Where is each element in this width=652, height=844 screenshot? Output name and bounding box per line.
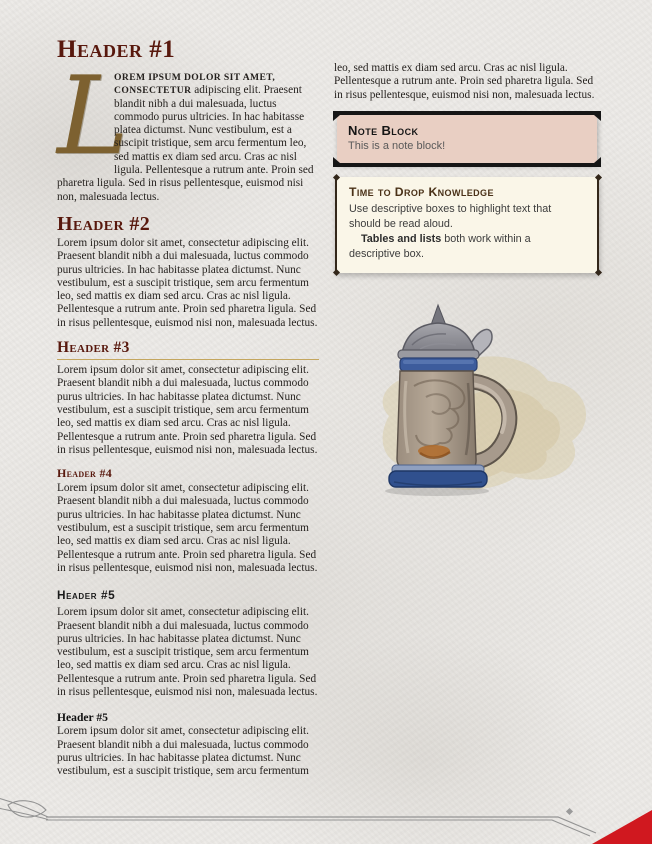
- footer-red-corner: [592, 810, 652, 844]
- section-header-3: [57, 339, 319, 457]
- footer-square-dot: [566, 808, 573, 815]
- body-paragraph: Lorem ipsum dolor sit amet, consectetur adipiscing elit. Praesent blandit nibh a dui malesuada, luctus commodo purus ultricies. In hac habitasse platea dictumst. Nunc vestibulum, est a suscipit tristique, sem arcu fermentum leo, sed mattis ex diam sed arcu. Cras ac nisl ligula. Pellentesque a rutrum ante. Proin sed pharetra ligula. Sed in risus pellentesque, euismod nisi non, malesuada lectus.: [57, 364, 318, 456]
- note-block: [337, 115, 597, 163]
- descriptive-box: [335, 177, 599, 273]
- descriptive-box-paragraph-2: [349, 232, 585, 262]
- section-heading-underlined: Header #3: [57, 339, 319, 360]
- beer-stein-illustration: [334, 301, 600, 501]
- stein-base: [389, 465, 487, 487]
- note-block-body: This is a note block!: [348, 139, 446, 152]
- corner-dot: [594, 269, 601, 276]
- continuation-paragraph: leo, sed mattis ex diam sed arcu. Cras ac nisl ligula. Pellentesque a rutrum ante. Proin sed pharetra ligula. Sed in risus pellentesque, euismod nisi non, malesuada lectus.: [334, 62, 595, 101]
- section-header-5: [57, 588, 319, 699]
- section-heading: Header #5: [57, 711, 108, 725]
- corner-dot: [332, 174, 339, 181]
- tail-text: both work within a descriptive box.: [349, 232, 531, 260]
- footer-rule: [46, 817, 596, 836]
- body-paragraph-truncated: Lorem ipsum dolor sit amet, consectetur adipiscing elit. Praesent blandit nibh a dui malesuada, luctus commodo purus ultricies. In hac habitasse platea dictumst. Nunc vestibulum, est a suscipit tristique, sem arcu fermentum: [57, 725, 309, 778]
- lead-small-caps-text: OREM IPSUM DOLOR SIT AMET, CONSECTETUR: [114, 72, 276, 97]
- body-paragraph: Lorem ipsum dolor sit amet, consectetur adipiscing elit. Praesent blandit nibh a dui malesuada, luctus commodo purus ultricies. In hac habitasse platea dictumst. Nunc vestibulum, est a suscipit tristique, sem arcu fermentum leo, sed mattis ex diam sed arcu. Cras ac nisl ligula. Pellentesque a rutrum ante. Proin sed pharetra ligula. Sed in risus pellentesque, euismod nisi non, malesuada lectus.: [57, 606, 318, 698]
- page-title: Header #1: [57, 36, 176, 63]
- note-block-top-bar: [333, 111, 601, 115]
- section-heading: Header #2: [57, 212, 151, 235]
- body-paragraph: Lorem ipsum dolor sit amet, consectetur adipiscing elit. Praesent blandit nibh a dui malesuada, luctus commodo purus ultricies. In hac habitasse platea dictumst. Nunc vestibulum, est a suscipit tristique, sem arcu fermentum leo, sed mattis ex diam sed arcu. Cras ac nisl ligula. Pellentesque a rutrum ante. Proin sed pharetra ligula. Sed in risus pellentesque, euismod nisi non, malesuada lectus.: [57, 482, 318, 574]
- intro-body-text: adipiscing elit. Praesent blandit nibh a dui malesuada, luctus commodo purus ultricies. In hac habitasse platea dictumst. Nunc vestibulum, est a suscipit tristique, sem arcu fermentum leo, sed mattis ex diam sed arcu. Cras ac nisl ligula. Pellentesque a rutrum ante. Proin sed pharetra ligula. Sed in risus pellentesque, euismod nisi non, malesuada lectus.: [57, 84, 314, 203]
- section-header-4: [57, 466, 319, 575]
- band-highlight: [403, 360, 474, 364]
- beer-stein-svg: [334, 301, 600, 501]
- footer-flourish-left: [0, 798, 48, 820]
- section-header-5-bold: [57, 711, 319, 778]
- left-column: [57, 36, 319, 778]
- corner-dot: [594, 174, 601, 181]
- top-blue-band: [400, 358, 477, 371]
- bold-lead-text: Tables and lists: [361, 232, 442, 245]
- stein-lid: [398, 305, 479, 359]
- descriptive-box-title: Time to Drop Knowledge: [349, 184, 494, 199]
- corner-dot: [332, 269, 339, 276]
- section-heading: Header #5: [57, 588, 116, 603]
- drop-cap: L: [57, 54, 129, 179]
- right-column: [334, 62, 600, 501]
- intro-paragraph: [57, 54, 319, 204]
- stein-body: [397, 371, 476, 470]
- body-paragraph: Lorem ipsum dolor sit amet, consectetur adipiscing elit. Praesent blandit nibh a dui malesuada, luctus commodo purus ultricies. In hac habitasse platea dictumst. Nunc vestibulum, est a suscipit tristique, sem arcu fermentum leo, sed mattis ex diam sed arcu. Cras ac nisl ligula. Pellentesque a rutrum ante. Proin sed pharetra ligula. Sed in risus pellentesque, euismod nisi non, malesuada lectus.: [57, 236, 318, 329]
- footer-ornament: [0, 796, 652, 844]
- descriptive-box-paragraph: Use descriptive boxes to highlight text that should be read aloud.: [349, 202, 552, 230]
- note-block-title: Note Block: [348, 122, 419, 138]
- section-header-2: [57, 213, 319, 330]
- note-block-bottom-bar: [333, 163, 601, 167]
- section-heading: Header #4: [57, 466, 113, 481]
